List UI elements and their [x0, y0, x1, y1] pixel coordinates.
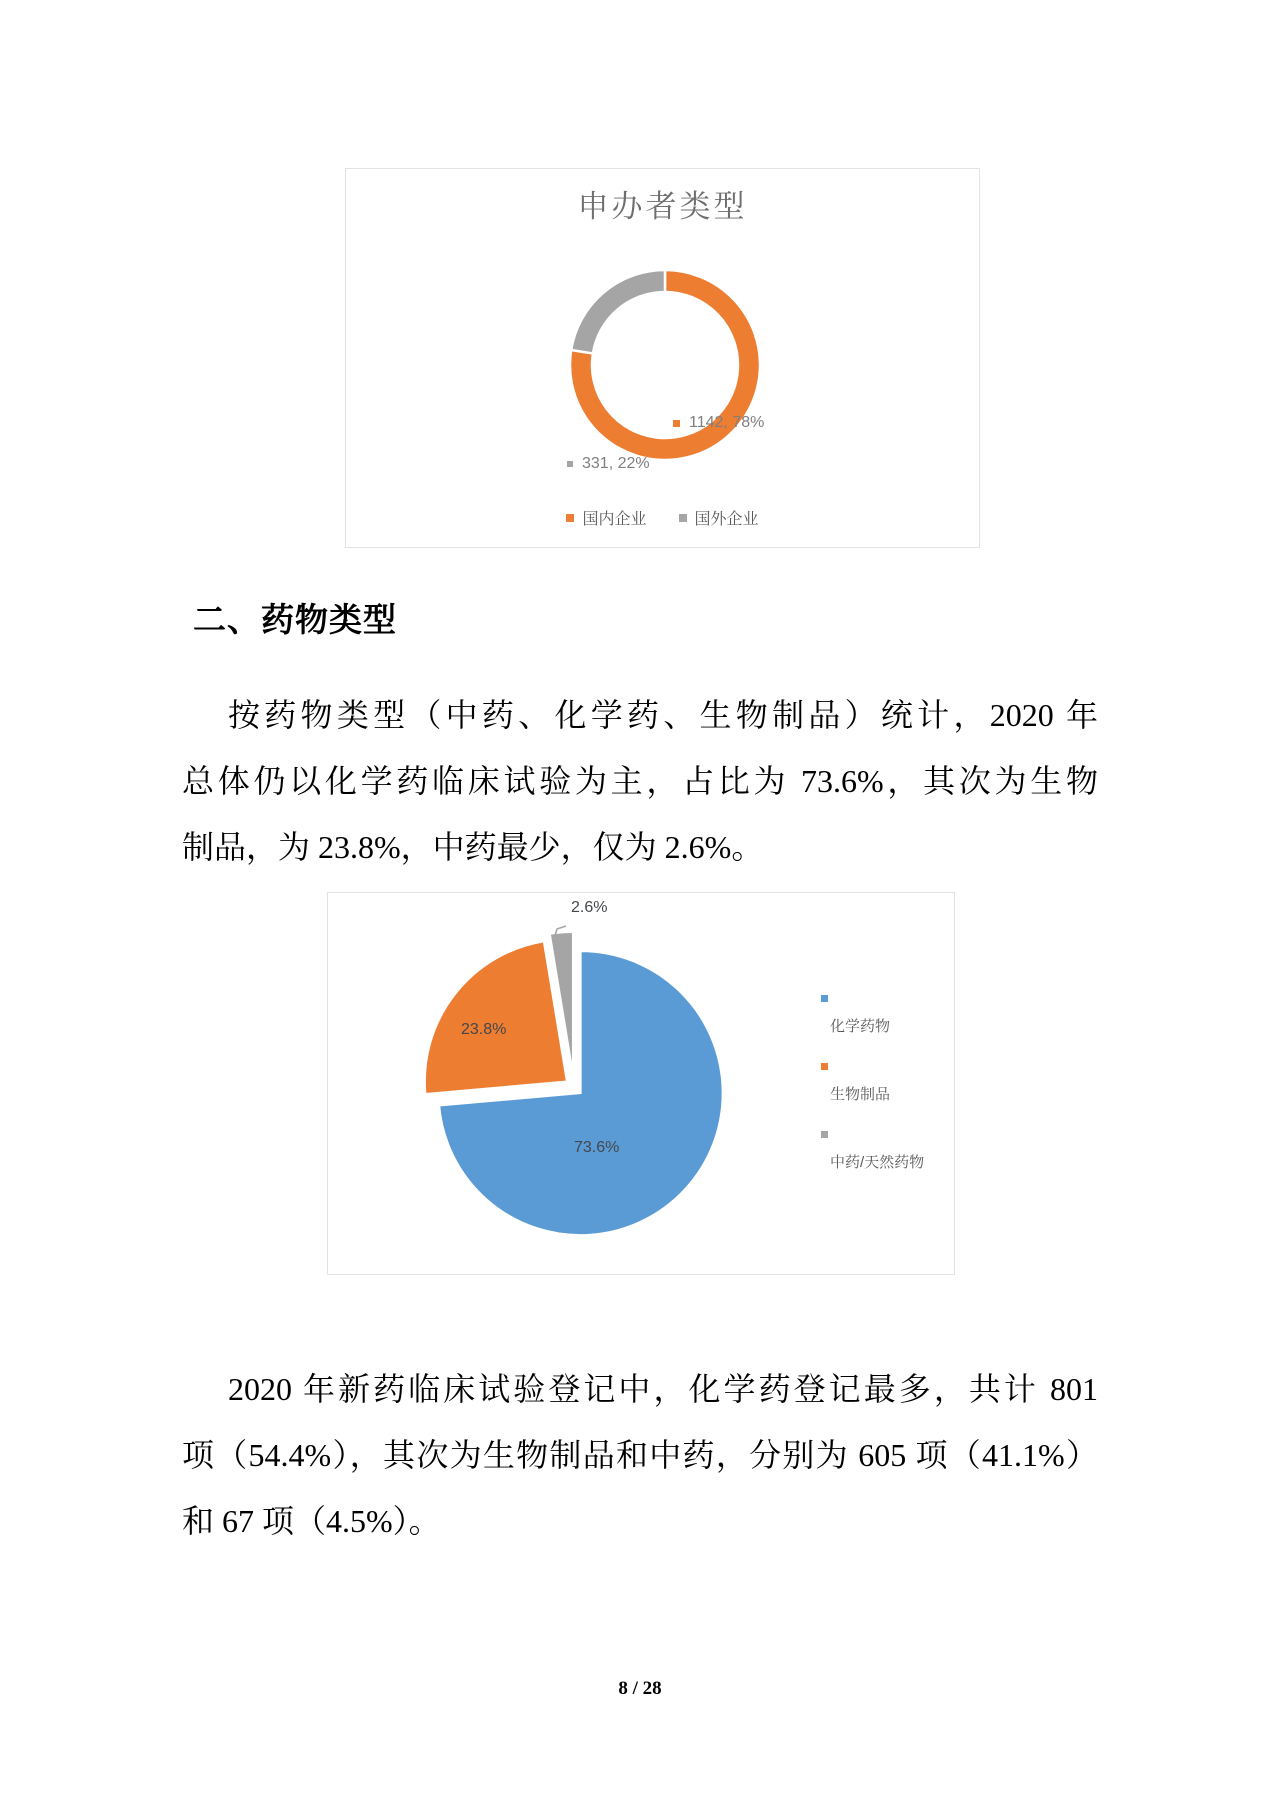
- text-line: 总体仍以化学药临床试验为主，占比为 73.6%，其次为生物: [182, 763, 1098, 799]
- data-label-biologic: 23.8%: [461, 1021, 507, 1038]
- doughnut-plot: [346, 169, 979, 547]
- legend-label: 国外企业: [694, 511, 759, 528]
- gray-square-icon: [679, 514, 687, 522]
- text-line: 按药物类型（中药、化学药、生物制品）统计，2020 年: [228, 697, 1098, 733]
- drug-type-chart: [327, 892, 955, 1275]
- legend-label: 生物制品: [830, 1086, 891, 1103]
- legend-item-biologic: [821, 1057, 890, 1104]
- legend-label: 中药/天然药物: [830, 1154, 925, 1171]
- legend-item-foreign: [679, 506, 759, 529]
- pie-slice-生物制品: [425, 941, 567, 1094]
- orange-square-icon: [566, 514, 574, 522]
- legend-label: 化学药物: [830, 1018, 891, 1035]
- gray-square-icon: [821, 1131, 828, 1138]
- chart-title: 申办者类型: [577, 189, 748, 224]
- data-label-text: 1142, 78%: [689, 414, 765, 431]
- text-line: 项（54.4%），其次为生物制品和中药，分别为 605 项（41.1%）: [182, 1437, 1098, 1473]
- section-heading: 二、药物类型: [193, 601, 397, 638]
- body-paragraph: [182, 1356, 1098, 1554]
- data-label-text: 331, 22%: [582, 455, 650, 472]
- orange-square-icon: [673, 420, 680, 427]
- doughnut-segment-国外企业: [571, 270, 665, 353]
- data-label-domestic: [673, 414, 764, 432]
- text-line: 制品，为 23.8%，中药最少，仅为 2.6%。: [182, 829, 764, 865]
- chart-legend: [346, 506, 979, 529]
- legend-item-tcm: [821, 1125, 924, 1172]
- text-line: 和 67 项（4.5%）。: [182, 1503, 441, 1539]
- blue-square-icon: [821, 995, 828, 1002]
- body-paragraph: [182, 682, 1098, 880]
- gray-square-icon: [567, 461, 573, 467]
- legend-item-domestic: [566, 506, 646, 529]
- orange-square-icon: [821, 1063, 828, 1070]
- sponsor-type-chart: [345, 168, 980, 548]
- page-number: 8 / 28: [618, 1678, 662, 1699]
- data-label-chemical: 73.6%: [574, 1139, 620, 1156]
- text-line: 2020 年新药临床试验登记中，化学药登记最多，共计 801: [228, 1371, 1098, 1407]
- data-label-tcm: 2.6%: [571, 899, 608, 916]
- data-label-foreign: [567, 455, 650, 473]
- legend-item-chemical: [821, 989, 890, 1036]
- legend-label: 国内企业: [582, 511, 647, 528]
